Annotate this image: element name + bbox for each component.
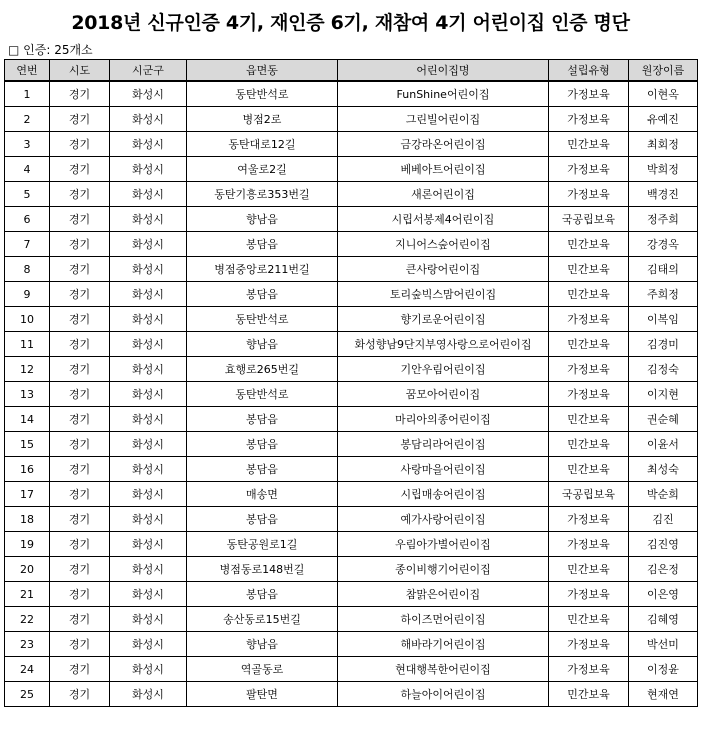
city-cell: 화성시 (110, 257, 187, 282)
row-number-cell: 16 (5, 457, 50, 482)
city-cell: 화성시 (110, 682, 187, 707)
daycare-name-cell: 하늘아이어린이집 (338, 682, 549, 707)
city-cell: 화성시 (110, 407, 187, 432)
row-number-cell: 11 (5, 332, 50, 357)
establishment-type-cell: 가정보육 (549, 182, 629, 207)
province-cell: 경기 (50, 432, 110, 457)
province-cell: 경기 (50, 132, 110, 157)
province-cell: 경기 (50, 157, 110, 182)
establishment-type-cell: 가정보육 (549, 632, 629, 657)
establishment-type-cell: 민간보육 (549, 607, 629, 632)
daycare-name-cell: 하이즈먼어린이집 (338, 607, 549, 632)
establishment-type-cell: 민간보육 (549, 457, 629, 482)
district-cell: 동탄공원로1길 (187, 532, 338, 557)
director-name-cell: 유예진 (629, 107, 698, 132)
province-cell: 경기 (50, 232, 110, 257)
table-row (5, 457, 698, 482)
province-cell: 경기 (50, 407, 110, 432)
row-number-cell: 6 (5, 207, 50, 232)
director-name-cell: 이윤서 (629, 432, 698, 457)
table-row (5, 482, 698, 507)
row-number-cell: 8 (5, 257, 50, 282)
district-cell: 효행로265번길 (187, 357, 338, 382)
city-cell: 화성시 (110, 432, 187, 457)
daycare-name-cell: 참맑은어린이집 (338, 582, 549, 607)
district-cell: 동탄반석로 (187, 81, 338, 107)
district-cell: 병점2로 (187, 107, 338, 132)
district-cell: 봉담읍 (187, 507, 338, 532)
director-name-cell: 현재연 (629, 682, 698, 707)
column-header: 원장이름 (629, 60, 698, 82)
director-name-cell: 박순희 (629, 482, 698, 507)
director-name-cell: 김혜영 (629, 607, 698, 632)
daycare-name-cell: 해바라기어린이집 (338, 632, 549, 657)
table-row (5, 407, 698, 432)
director-name-cell: 이정윤 (629, 657, 698, 682)
table-row (5, 207, 698, 232)
daycare-name-cell: 큰사랑어린이집 (338, 257, 549, 282)
establishment-type-cell: 민간보육 (549, 407, 629, 432)
daycare-name-cell: 봉담리라어린이집 (338, 432, 549, 457)
province-cell: 경기 (50, 332, 110, 357)
table-body (5, 81, 698, 707)
province-cell: 경기 (50, 307, 110, 332)
row-number-cell: 19 (5, 532, 50, 557)
district-cell: 병점중앙로211번길 (187, 257, 338, 282)
director-name-cell: 이지현 (629, 382, 698, 407)
district-cell: 봉담읍 (187, 457, 338, 482)
row-number-cell: 15 (5, 432, 50, 457)
table-row (5, 607, 698, 632)
district-cell: 봉담읍 (187, 582, 338, 607)
city-cell: 화성시 (110, 632, 187, 657)
daycare-name-cell: 지니어스숲어린이집 (338, 232, 549, 257)
director-name-cell: 이현옥 (629, 81, 698, 107)
row-number-cell: 17 (5, 482, 50, 507)
establishment-type-cell: 가정보육 (549, 157, 629, 182)
city-cell: 화성시 (110, 232, 187, 257)
column-header: 설립유형 (549, 60, 629, 82)
table-row (5, 382, 698, 407)
column-header: 시군구 (110, 60, 187, 82)
daycare-name-cell: 화성향남9단지부영사랑으로어린이집 (338, 332, 549, 357)
daycare-name-cell: 시립매송어린이집 (338, 482, 549, 507)
city-cell: 화성시 (110, 657, 187, 682)
row-number-cell: 13 (5, 382, 50, 407)
director-name-cell: 백경진 (629, 182, 698, 207)
daycare-name-cell: 꿈모아어린이집 (338, 382, 549, 407)
province-cell: 경기 (50, 482, 110, 507)
column-header: 어린이집명 (338, 60, 549, 82)
establishment-type-cell: 가정보육 (549, 307, 629, 332)
establishment-type-cell: 민간보육 (549, 432, 629, 457)
province-cell: 경기 (50, 507, 110, 532)
row-number-cell: 14 (5, 407, 50, 432)
daycare-name-cell: 시립서봉제4어린이집 (338, 207, 549, 232)
province-cell: 경기 (50, 282, 110, 307)
table-row (5, 432, 698, 457)
city-cell: 화성시 (110, 81, 187, 107)
establishment-type-cell: 민간보육 (549, 257, 629, 282)
daycare-name-cell: 사랑마을어린이집 (338, 457, 549, 482)
table-row (5, 682, 698, 707)
district-cell: 봉담읍 (187, 282, 338, 307)
table-row (5, 507, 698, 532)
establishment-type-cell: 민간보육 (549, 282, 629, 307)
province-cell: 경기 (50, 357, 110, 382)
district-cell: 향남읍 (187, 207, 338, 232)
city-cell: 화성시 (110, 557, 187, 582)
director-name-cell: 정주희 (629, 207, 698, 232)
director-name-cell: 박선미 (629, 632, 698, 657)
column-header: 시도 (50, 60, 110, 82)
province-cell: 경기 (50, 632, 110, 657)
table-row (5, 232, 698, 257)
city-cell: 화성시 (110, 182, 187, 207)
province-cell: 경기 (50, 682, 110, 707)
province-cell: 경기 (50, 582, 110, 607)
city-cell: 화성시 (110, 532, 187, 557)
row-number-cell: 2 (5, 107, 50, 132)
certification-table (4, 59, 698, 707)
director-name-cell: 최성숙 (629, 457, 698, 482)
page-title: 2018년 신규인증 4기, 재인증 6기, 재참여 4기 어린이집 인증 명단 (71, 12, 630, 34)
city-cell: 화성시 (110, 457, 187, 482)
district-cell: 향남읍 (187, 332, 338, 357)
director-name-cell: 김정숙 (629, 357, 698, 382)
row-number-cell: 4 (5, 157, 50, 182)
table-row (5, 632, 698, 657)
director-name-cell: 강경옥 (629, 232, 698, 257)
table-header-row (5, 60, 698, 82)
establishment-type-cell: 민간보육 (549, 132, 629, 157)
table-row (5, 307, 698, 332)
establishment-type-cell: 민간보육 (549, 682, 629, 707)
district-cell: 병점동로148번길 (187, 557, 338, 582)
table-row (5, 257, 698, 282)
city-cell: 화성시 (110, 507, 187, 532)
column-header: 연번 (5, 60, 50, 82)
row-number-cell: 10 (5, 307, 50, 332)
province-cell: 경기 (50, 557, 110, 582)
row-number-cell: 5 (5, 182, 50, 207)
district-cell: 역골동로 (187, 657, 338, 682)
table-row (5, 157, 698, 182)
daycare-name-cell: 기안우림어린이집 (338, 357, 549, 382)
column-header: 읍면동 (187, 60, 338, 82)
district-cell: 여울로2길 (187, 157, 338, 182)
city-cell: 화성시 (110, 307, 187, 332)
row-number-cell: 22 (5, 607, 50, 632)
daycare-name-cell: 마리아의종어린이집 (338, 407, 549, 432)
certification-count: □ 인증: 25개소 (8, 43, 93, 57)
province-cell: 경기 (50, 457, 110, 482)
table-row (5, 132, 698, 157)
director-name-cell: 권순혜 (629, 407, 698, 432)
establishment-type-cell: 국공립보육 (549, 482, 629, 507)
daycare-name-cell: 그린빌어린이집 (338, 107, 549, 132)
table-row (5, 557, 698, 582)
city-cell: 화성시 (110, 357, 187, 382)
row-number-cell: 21 (5, 582, 50, 607)
district-cell: 팔탄면 (187, 682, 338, 707)
district-cell: 향남읍 (187, 632, 338, 657)
row-number-cell: 12 (5, 357, 50, 382)
director-name-cell: 김진 (629, 507, 698, 532)
city-cell: 화성시 (110, 332, 187, 357)
director-name-cell: 김경미 (629, 332, 698, 357)
establishment-type-cell: 가정보육 (549, 81, 629, 107)
district-cell: 봉담읍 (187, 407, 338, 432)
table-row (5, 282, 698, 307)
daycare-name-cell: 예가사랑어린이집 (338, 507, 549, 532)
row-number-cell: 3 (5, 132, 50, 157)
director-name-cell: 김태의 (629, 257, 698, 282)
establishment-type-cell: 가정보육 (549, 582, 629, 607)
director-name-cell: 이복임 (629, 307, 698, 332)
director-name-cell: 박희정 (629, 157, 698, 182)
director-name-cell: 김진영 (629, 532, 698, 557)
daycare-name-cell: 새론어린이집 (338, 182, 549, 207)
district-cell: 봉담읍 (187, 432, 338, 457)
city-cell: 화성시 (110, 282, 187, 307)
director-name-cell: 주희정 (629, 282, 698, 307)
district-cell: 매송면 (187, 482, 338, 507)
row-number-cell: 25 (5, 682, 50, 707)
province-cell: 경기 (50, 607, 110, 632)
daycare-name-cell: 금강라온어린이집 (338, 132, 549, 157)
province-cell: 경기 (50, 257, 110, 282)
establishment-type-cell: 가정보육 (549, 357, 629, 382)
row-number-cell: 23 (5, 632, 50, 657)
table-row (5, 81, 698, 107)
daycare-name-cell: 향기로운어린이집 (338, 307, 549, 332)
district-cell: 동탄기흥로353번길 (187, 182, 338, 207)
district-cell: 송산동로15번길 (187, 607, 338, 632)
director-name-cell: 최회정 (629, 132, 698, 157)
table-row (5, 182, 698, 207)
city-cell: 화성시 (110, 107, 187, 132)
establishment-type-cell: 국공립보육 (549, 207, 629, 232)
province-cell: 경기 (50, 657, 110, 682)
establishment-type-cell: 가정보육 (549, 382, 629, 407)
province-cell: 경기 (50, 182, 110, 207)
city-cell: 화성시 (110, 157, 187, 182)
daycare-name-cell: 현대행복한어린이집 (338, 657, 549, 682)
establishment-type-cell: 가정보육 (549, 532, 629, 557)
city-cell: 화성시 (110, 482, 187, 507)
table-row (5, 657, 698, 682)
row-number-cell: 9 (5, 282, 50, 307)
district-cell: 동탄반석로 (187, 382, 338, 407)
daycare-name-cell: 우림아가별어린이집 (338, 532, 549, 557)
province-cell: 경기 (50, 81, 110, 107)
establishment-type-cell: 민간보육 (549, 232, 629, 257)
establishment-type-cell: 가정보육 (549, 107, 629, 132)
province-cell: 경기 (50, 382, 110, 407)
province-cell: 경기 (50, 532, 110, 557)
establishment-type-cell: 가정보육 (549, 507, 629, 532)
city-cell: 화성시 (110, 382, 187, 407)
district-cell: 동탄대로12길 (187, 132, 338, 157)
director-name-cell: 이은영 (629, 582, 698, 607)
city-cell: 화성시 (110, 207, 187, 232)
district-cell: 봉담읍 (187, 232, 338, 257)
daycare-name-cell: 베베아트어린이집 (338, 157, 549, 182)
city-cell: 화성시 (110, 582, 187, 607)
district-cell: 동탄반석로 (187, 307, 338, 332)
table-row (5, 107, 698, 132)
city-cell: 화성시 (110, 607, 187, 632)
establishment-type-cell: 민간보육 (549, 557, 629, 582)
row-number-cell: 7 (5, 232, 50, 257)
province-cell: 경기 (50, 107, 110, 132)
daycare-name-cell: 종이비행기어린이집 (338, 557, 549, 582)
table-row (5, 532, 698, 557)
table-row (5, 357, 698, 382)
province-cell: 경기 (50, 207, 110, 232)
establishment-type-cell: 민간보육 (549, 332, 629, 357)
table-row (5, 332, 698, 357)
table-row (5, 582, 698, 607)
director-name-cell: 김은정 (629, 557, 698, 582)
row-number-cell: 1 (5, 81, 50, 107)
daycare-name-cell: 토리숲빅스맘어린이집 (338, 282, 549, 307)
daycare-name-cell: FunShine어린이집 (338, 81, 549, 107)
row-number-cell: 24 (5, 657, 50, 682)
row-number-cell: 20 (5, 557, 50, 582)
establishment-type-cell: 가정보육 (549, 657, 629, 682)
city-cell: 화성시 (110, 132, 187, 157)
row-number-cell: 18 (5, 507, 50, 532)
